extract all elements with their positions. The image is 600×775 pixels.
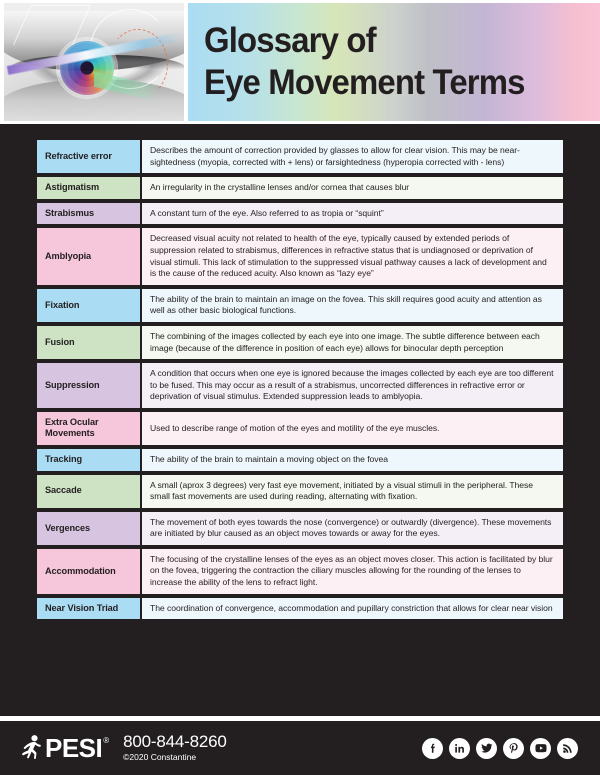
table-row bbox=[37, 475, 563, 508]
table-row bbox=[37, 512, 563, 545]
glossary-definition: A condition that occurs when one eye is ignored because the images collected by each eye are too different to be fused. This may occur as a result of a strabismus, uncorrected differences in refractive error or deprivation of visual stimulus. Extended suppression leads to amblyopia. bbox=[140, 363, 563, 408]
table-row bbox=[37, 289, 563, 322]
social-links bbox=[422, 738, 578, 759]
glossary-term: Accommodation bbox=[37, 549, 140, 594]
glossary-term: Fixation bbox=[37, 289, 140, 322]
glossary-table bbox=[37, 136, 563, 623]
rss-icon[interactable] bbox=[557, 738, 578, 759]
linkedin-icon[interactable] bbox=[449, 738, 470, 759]
table-row bbox=[37, 140, 563, 173]
contact-block bbox=[123, 733, 226, 763]
twitter-icon[interactable] bbox=[476, 738, 497, 759]
glossary-term: Fusion bbox=[37, 326, 140, 359]
table-row bbox=[37, 412, 563, 445]
facebook-icon[interactable] bbox=[422, 738, 443, 759]
glossary-definition: Describes the amount of correction provided by glasses to allow for clear vision. This may be near-sightedness (myopia, corrected with + lens) or farsightedness (hyperopia corrected with - lens) bbox=[140, 140, 563, 173]
page-footer bbox=[0, 721, 600, 775]
table-row bbox=[37, 203, 563, 225]
glossary-term: Amblyopia bbox=[37, 228, 140, 284]
table-row bbox=[37, 228, 563, 284]
table-row bbox=[37, 363, 563, 408]
glossary-definition: Used to describe range of motion of the eyes and motility of the eye muscles. bbox=[140, 412, 563, 445]
phone-number[interactable]: 800-844-8260 bbox=[123, 732, 227, 751]
glossary-definition: The focusing of the crystalline lenses of the eyes as an object moves closer. This action is facilitated by blur on the fovea, triggering the contraction the ciliary muscles allowing for the rounding of the lenses to increase the ability of the lens to refract light. bbox=[140, 549, 563, 594]
table-row bbox=[37, 326, 563, 359]
glossary-definition: The combining of the images collected by each eye into one image. The subtle difference between each image (because of the difference in position of each eye) allows for binocular depth perception bbox=[140, 326, 563, 359]
runner-icon bbox=[18, 733, 44, 764]
table-row bbox=[37, 177, 563, 199]
glossary-term: Vergences bbox=[37, 512, 140, 545]
glossary-definition: The ability of the brain to maintain an image on the fovea. This skill requires good acuity and attention as well as other basic biological functions. bbox=[140, 289, 563, 322]
eye-scan-image bbox=[4, 3, 184, 121]
glossary-term: Strabismus bbox=[37, 203, 140, 225]
page-title-line2: Eye Movement Terms bbox=[204, 63, 525, 102]
table-row bbox=[37, 598, 563, 620]
glossary-term: Tracking bbox=[37, 449, 140, 471]
pesi-wordmark: PESI bbox=[45, 733, 103, 763]
glossary-term: Refractive error bbox=[37, 140, 140, 173]
glossary-definition: The coordination of convergence, accommodation and pupillary constriction that allows for clear near vision bbox=[140, 598, 563, 620]
glossary-body bbox=[0, 124, 600, 716]
brand-block bbox=[18, 733, 227, 764]
page-header bbox=[0, 0, 600, 124]
glossary-definition: A small (aprox 3 degrees) very fast eye movement, initiated by a visual stimuli in the peripheral. These small fast movements are used during reading, alternating with fixation. bbox=[140, 475, 563, 508]
glossary-table-body bbox=[37, 140, 563, 619]
table-row bbox=[37, 449, 563, 471]
glossary-definition: The ability of the brain to maintain a moving object on the fovea bbox=[140, 449, 563, 471]
glossary-term: Astigmatism bbox=[37, 177, 140, 199]
glossary-term: Near Vision Triad bbox=[37, 598, 140, 620]
pesi-logo[interactable] bbox=[18, 733, 109, 764]
glossary-definition: Decreased visual acuity not related to health of the eye, typically caused by extended periods of suppression related to strabismus, differences in refractive status that is undiagnosed or deprivation of visual stimuli. This lack of stimulation to the suppressed visual pathway causes a lack of development and is the cause of the reduced acuity. Also known as “lazy eye” bbox=[140, 228, 563, 284]
title-panel bbox=[188, 3, 600, 121]
glossary-term: Saccade bbox=[37, 475, 140, 508]
page-title-line1: Glossary of bbox=[204, 21, 376, 60]
glossary-term: Suppression bbox=[37, 363, 140, 408]
copyright-text: ©2020 Constantine bbox=[123, 752, 197, 762]
glossary-definition: The movement of both eyes towards the nose (convergence) or outwardly (divergence). These movements are initiated by blur caused as an object moves towards or away for the eyes. bbox=[140, 512, 563, 545]
pinterest-icon[interactable] bbox=[503, 738, 524, 759]
glossary-definition: An irregularity in the crystalline lenses and/or cornea that causes blur bbox=[140, 177, 563, 199]
youtube-icon[interactable] bbox=[530, 738, 551, 759]
glossary-term: Extra Ocular Movements bbox=[37, 412, 140, 445]
registered-mark: ® bbox=[103, 735, 110, 745]
glossary-definition: A constant turn of the eye. Also referred to as tropia or “squint” bbox=[140, 203, 563, 225]
table-row bbox=[37, 549, 563, 594]
